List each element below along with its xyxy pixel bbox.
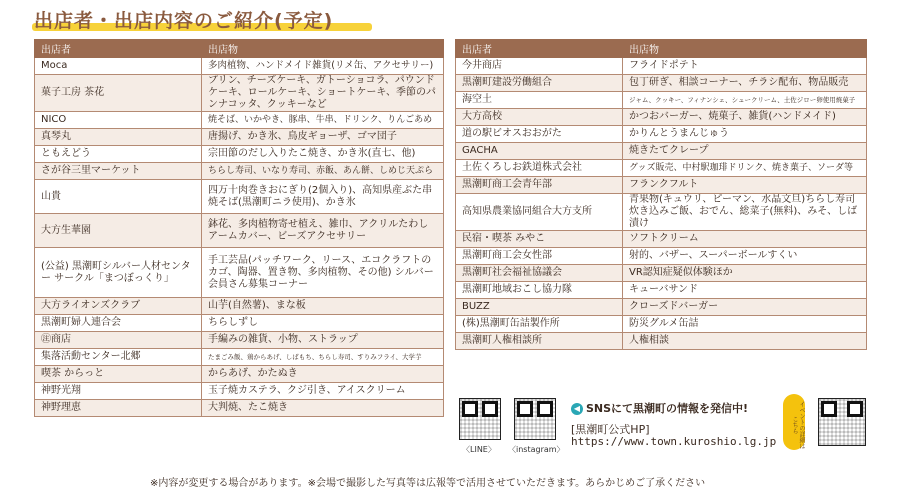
table-row [35,248,444,298]
item-cell: 四万十肉巻きおにぎり(2個入り)、高知県産ぶた串焼そば(黒潮町ニラ使用)、かき氷 [202,180,444,214]
table-row [456,126,867,143]
sns-message [571,400,748,416]
table-row [456,194,867,231]
item-cell: からあげ、かたぬき [202,366,444,383]
table-row [35,112,444,129]
table-row [456,282,867,299]
table-row [456,109,867,126]
table-row [456,265,867,282]
item-cell: 宗田節のだし入りたこ焼き、かき氷(直七、他) [202,146,444,163]
item-cell: ソフトクリーム [623,231,867,248]
vendor-cell: 大方生華園 [35,214,202,248]
vendor-cell: 菓子工房 茶花 [35,75,202,112]
table-row [35,366,444,383]
table-row [456,92,867,109]
line-qr-label: 〈LINE〉 [462,445,496,454]
item-cell: かりんとうまんじゅう [623,126,867,143]
line-qr-code[interactable] [459,398,501,440]
sns-message-text: SNSにて黒潮町の情報を発信中! [586,402,749,415]
vendor-cell: 黒潮町建設労働組合 [456,75,623,92]
item-cell: 焼そば、いかやき、豚串、牛串、ドリンク、りんごあめ [202,112,444,129]
vendor-cell: 集落活動センター北郷 [35,349,202,366]
vendor-cell: 民宿・喫茶 みやこ [456,231,623,248]
item-cell: VR認知症疑似体験ほか [623,265,867,282]
vendor-cell: Moca [35,58,202,75]
item-cell: 青果物(キュウリ、ピーマン、水晶文旦)ちらし寿司 炊き込みご飯、おでん、総菜子(無料)、みそ、しば漬け [623,194,867,231]
vendor-cell: 海空土 [456,92,623,109]
table-row [456,333,867,350]
item-cell: 大判焼、たこ焼き [202,400,444,417]
table-row [35,180,444,214]
item-cell: キューバサンド [623,282,867,299]
vendor-cell: 山貴 [35,180,202,214]
vendor-cell: さが谷三里マーケット [35,163,202,180]
item-cell: 玉子焼カステラ、クジ引き、アイスクリーム [202,383,444,400]
table-row [35,383,444,400]
vendor-table-right [455,39,867,350]
vendor-cell: 黒潮町社会福祉協議会 [456,265,623,282]
vendor-cell: 土佐くろしお鉄道株式会社 [456,160,623,177]
table-row [456,299,867,316]
vendor-cell: 高知県農業協同組合大方支所 [456,194,623,231]
table-row [35,298,444,315]
vendor-cell: BUZZ [456,299,623,316]
table-row [35,315,444,332]
vendor-cell: 真琴丸 [35,129,202,146]
table-row [456,58,867,75]
table-row [456,316,867,333]
speaker-icon: ◀ [571,403,583,415]
item-cell: 包丁研ぎ、相談コーナー、チラシ配布、物品販売 [623,75,867,92]
table-row [35,58,444,75]
table-row [35,400,444,417]
vendor-cell: 道の駅ビオスおおがた [456,126,623,143]
item-cell: 防災グルメ缶詰 [623,316,867,333]
item-cell: 手工芸品(パッチワーク、リース、エコクラフトのカゴ、陶器、置き物、多肉植物、その他) シルバー会員さん募集コーナー [202,248,444,298]
item-cell: 焼きたてクレープ [623,143,867,160]
item-cell: 手編みの雑貨、小物、ストラップ [202,332,444,349]
item-cell: ちらしずし [202,315,444,332]
vendor-cell: ともえどう [35,146,202,163]
item-cell: ちらし寿司、いなり寿司、赤飯、あん餅、しめじ天ぷら [202,163,444,180]
table-row [456,160,867,177]
item-cell: クローズドバーガー [623,299,867,316]
item-cell: ジャム、クッキー、フィナンシェ、シュークリーム、土佐ジロー卵使用焼菓子 [623,92,867,109]
vendor-cell: 黒潮町人権相談所 [456,333,623,350]
instagram-qr-label: 〈instagram〉 [508,445,565,454]
page-title: 出店者・出店内容のご紹介(予定) [34,10,334,32]
footnote: ※内容が変更する場合があります。※会場で撮影した写真等は広報等で活用させていただきます。あらかじめご了承ください [150,478,706,489]
item-column-header: 出店物 [623,40,867,58]
item-column-header: 出店物 [202,40,444,58]
vendor-cell: 今井商店 [456,58,623,75]
item-cell: 射的、バザー、スーパーボールすくい [623,248,867,265]
vendor-cell: 黒潮町商工会女性部 [456,248,623,265]
table-row [35,129,444,146]
vendor-cell: NICO [35,112,202,129]
item-cell: グッズ販売、中村駅珈琲ドリンク、焼き菓子、ソーダ等 [623,160,867,177]
item-cell: フライドポテト [623,58,867,75]
table-row [35,349,444,366]
table-row [35,75,444,112]
item-cell: フランクフルト [623,177,867,194]
table-row [35,332,444,349]
table-row [456,177,867,194]
event-details-qr-code[interactable] [818,398,866,446]
vendor-column-header: 出店者 [456,40,623,58]
item-cell: 山芋(自然薯)、まな板 [202,298,444,315]
table-row [35,163,444,180]
item-cell: かつおバーガー、焼菓子、雑貨(ハンドメイド) [623,109,867,126]
item-cell: 人権相談 [623,333,867,350]
vendor-cell: ㊟商店 [35,332,202,349]
homepage-label: [黒潮町公式HP] [571,423,650,436]
instagram-qr-code[interactable] [514,398,556,440]
item-cell: たまごみ飯、鶏からあげ、しばもち、ちらし寿司、すりみフライ、大学芋 [202,349,444,366]
table-row [456,248,867,265]
vendor-column-header: 出店者 [35,40,202,58]
vendor-cell: 喫茶 からっと [35,366,202,383]
table-row [35,214,444,248]
vendor-cell: 黒潮町地域おこし協力隊 [456,282,623,299]
vendor-cell: (公益) 黒潮町シルバー人材センター サークル「まつぼっくり」 [35,248,202,298]
table-row [35,146,444,163]
item-cell: 多肉植物、ハンドメイド雑貨(リメ缶、アクセサリー) [202,58,444,75]
vendor-cell: (株)黒潮町缶詰製作所 [456,316,623,333]
item-cell: 唐揚げ、かき氷、鳥皮ギョーザ、ゴマ団子 [202,129,444,146]
table-row [456,75,867,92]
vendor-cell: 神野理恵 [35,400,202,417]
vendor-cell: 黒潮町商工会青年部 [456,177,623,194]
vendor-cell: 大方高校 [456,109,623,126]
vendor-cell: 黒潮町婦人連合会 [35,315,202,332]
homepage-url[interactable]: https://www.town.kuroshio.lg.jp [571,435,777,448]
vendor-cell: 神野光翔 [35,383,202,400]
vendor-cell: 大方ライオンズクラブ [35,298,202,315]
table-row [456,143,867,160]
item-cell: 鉢花、多肉植物寄せ植え、雑巾、アクリルたわしアームカバー、ビーズアクセサリー [202,214,444,248]
vendor-table-left [34,39,444,417]
item-cell: プリン、チーズケーキ、ガトーショコラ、パウンドケーキ、ロールケーキ、ショートケーキ、季節のパンナコッタ、クッキーなど [202,75,444,112]
vendor-cell: GACHA [456,143,623,160]
event-details-badge: イベントの詳細はこちら [783,394,805,450]
table-row [456,231,867,248]
